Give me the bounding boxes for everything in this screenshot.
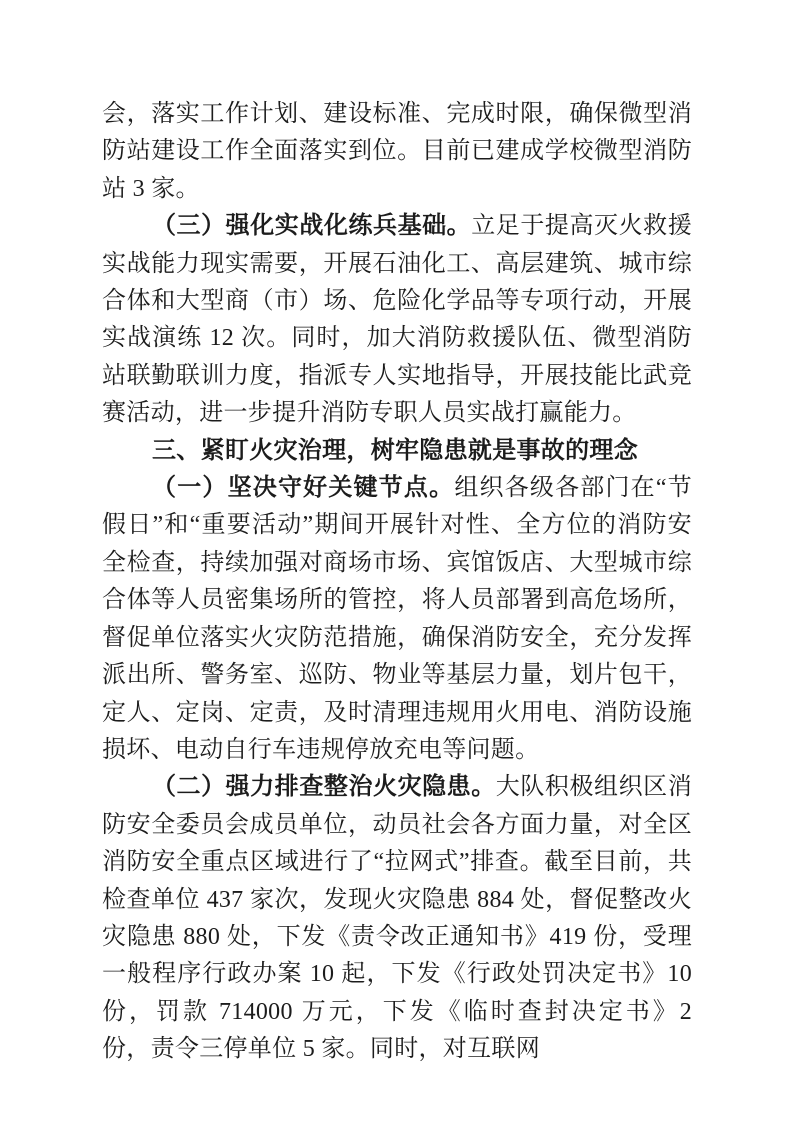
paragraph-text: 组织各级各部门在“节假日”和“重要活动”期间开展针对性、全方位的消防安全检查，持续加强对商场市场、宾馆饭店、大型城市综合体等人员密集场所的管控，将人员部署到高危场所，督促单位落实火灾防范措施，确保消防安全，充分发挥派出所、警务室、巡防、物业等基层力量，划片包干，定人、定岗、定责，及时清理违规用火用电、消防设施损坏、电动自行车违规停放充电等问题。 — [102, 475, 692, 763]
paragraph-text: 大队积极组织区消防安全委员会成员单位，动员社会各方面力量，对全区消防安全重点区域进行了“拉网式”排查。截至目前，共检查单位 437 家次，发现火灾隐患 884 处，督促整改火灾隐患 880 处，下发《责令改正通知书》419 份，受理一般程序行政办案 10 起，下发《行政处罚决定书》10 份，罚款 714000 万元，下发《临时查封决定书》2 份，责令三停单位 5 家。同时，对互联网 — [102, 774, 692, 1063]
subsection-3-title: （三）强化实战化练兵基础。 — [152, 213, 472, 240]
subsection-1-title: （一）坚决守好关键节点。 — [152, 475, 455, 502]
paragraph-text: 会，落实工作计划、建设标准、完成时限，确保微型消防站建设工作全面落实到位。目前已建成学校微型消防站 3 家。 — [102, 101, 692, 202]
subsection-2-title: （二）强力排查整治火灾隐患。 — [152, 774, 496, 801]
paragraph-subsection-1 — [102, 470, 692, 769]
paragraph-text: 立足于提高灭火救援实战能力现实需要，开展石油化工、高层建筑、城市综合体和大型商（市）场、危险化学品等专项行动，开展实战演练 12 次。同时，加大消防救援队伍、微型消防站联勤联训力度，指派专人实地指导，开展技能比武竞赛活动，进一步提升消防专职人员实战打赢能力。 — [102, 213, 693, 427]
paragraph-subsection-3 — [102, 208, 692, 432]
section-heading-text: 三、紧盯火灾治理，树牢隐患就是事故的理念 — [152, 437, 638, 464]
paragraph-subsection-2 — [102, 769, 692, 1068]
section-heading-3 — [102, 433, 692, 470]
paragraph-continuation — [102, 96, 692, 208]
